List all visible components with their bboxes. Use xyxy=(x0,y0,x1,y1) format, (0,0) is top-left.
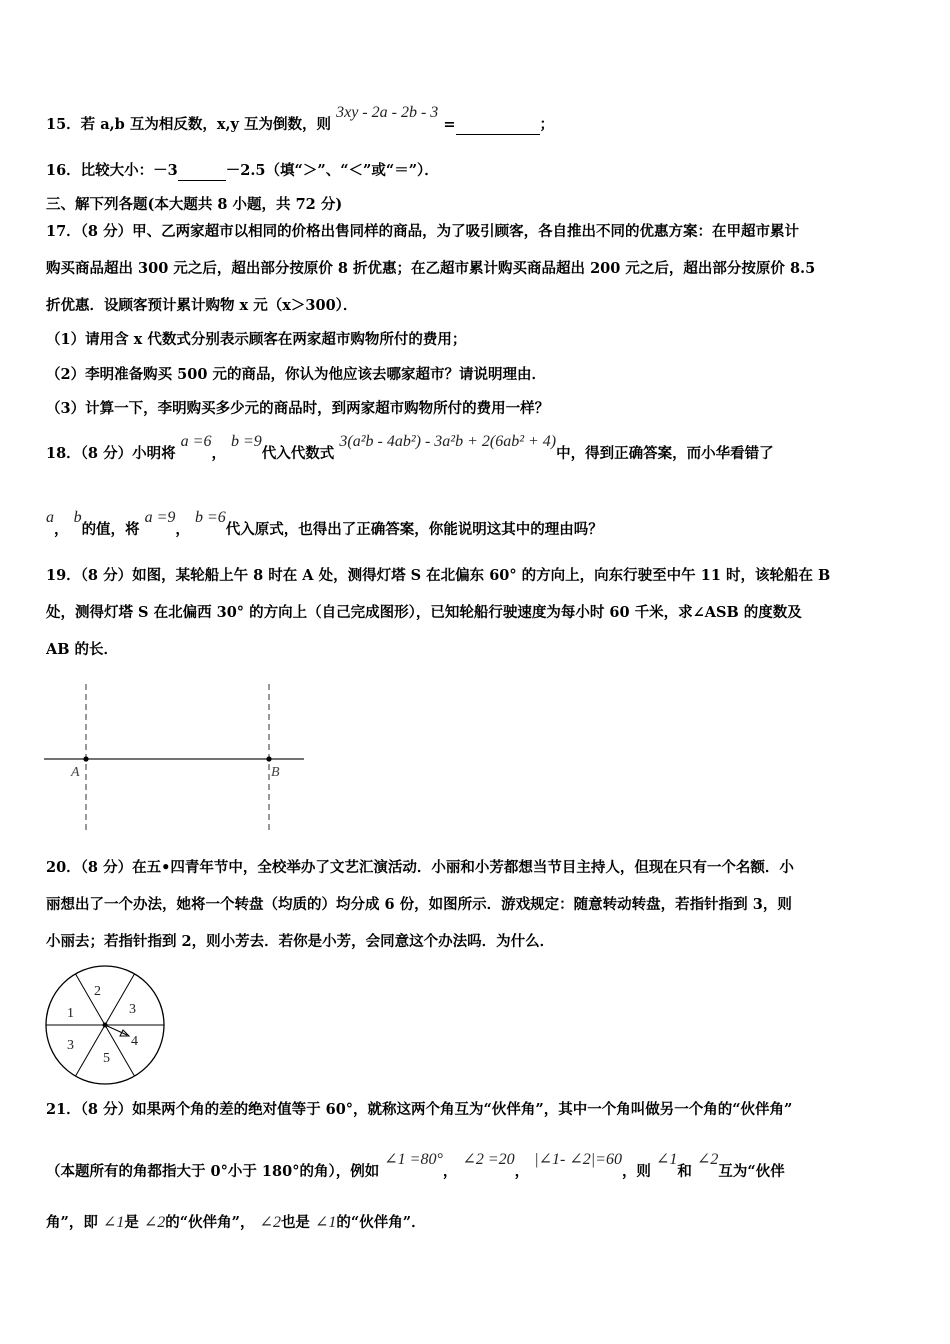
q21-comma-2: ， xyxy=(514,1163,530,1180)
point-a xyxy=(83,756,88,761)
label-a: A xyxy=(71,765,80,780)
sector-label-5: 5 xyxy=(103,1051,110,1066)
q18-text-5: 代入原式，也得出了正确答案，你能说明这其中的理由吗？ xyxy=(225,521,603,538)
q20-line-2: 丽想出了一个办法，她将一个转盘（均质的）均分成 6 份，如图所示．游戏规定：随意转动转盘，若指针指到 3，则 xyxy=(46,896,792,913)
q18-comma-2: ， xyxy=(54,521,69,538)
q18-line-2 xyxy=(46,509,603,540)
q21-angle2-c: ∠2 xyxy=(259,1214,281,1231)
q21-abs-diff: |∠1- ∠2|=60 xyxy=(534,1151,622,1168)
q21-text-3a: 角”，即 xyxy=(46,1214,98,1231)
q17-line-3: 折优惠．设顾客预计累计购物 x 元（x＞300）． xyxy=(46,297,358,314)
q20-line-1: 20．（8 分）在五•四青年节中，全校举办了文艺汇演活动．小丽和小芳都想当节目主持人，但现在只有一个名额．小 xyxy=(46,859,794,876)
q16-line xyxy=(46,161,439,181)
q18-text-4: 的值，将 xyxy=(81,521,140,538)
q20-line-3: 小丽去；若指针指到 2，则小芳去．若你是小芳，会同意这个办法吗．为什么． xyxy=(46,933,555,950)
sector-label-1: 1 xyxy=(67,1006,74,1021)
q18-text-3: 中，得到正确答案，而小华看错了 xyxy=(556,445,774,462)
q18-comma-3: ， xyxy=(175,521,190,538)
q16-answer-blank[interactable] xyxy=(178,164,226,181)
q21-text-3c: 的“伙伴角”， xyxy=(165,1214,255,1231)
q21-text-3e: 的“伙伴角”． xyxy=(336,1214,426,1231)
sector-label-4: 4 xyxy=(131,1034,138,1049)
q21-text-2d: 互为“伙伴 xyxy=(718,1163,785,1180)
q21-text-2a: （本题所有的角都指大于 0°小于 180°的角），例如 xyxy=(46,1163,380,1180)
q18-comma-1: ， xyxy=(211,445,226,462)
q18-expression: 3(a²b - 4ab²) - 3a²b + 2(6ab² + 4) xyxy=(339,433,557,450)
q21-angle1-80: ∠1 =80° xyxy=(384,1151,443,1168)
q17-sub-2: （2）李明准备购买 500 元的商品，你认为他应该去哪家超市？请说明理由． xyxy=(46,366,546,383)
sector-label-3-bottom: 3 xyxy=(67,1038,74,1053)
q15-suffix: ； xyxy=(539,116,554,133)
q19-figure xyxy=(40,680,320,840)
q19-line-3: AB 的长． xyxy=(46,641,119,658)
q18-text-2: 代入代数式 xyxy=(261,445,335,462)
q17-sub-3: （3）计算一下，李明购买多少元的商品时，到两家超市购物所付的费用一样？ xyxy=(46,400,550,417)
q21-text-3d: 也是 xyxy=(280,1214,310,1231)
q18-a-equals-6: a =6 xyxy=(180,433,212,450)
q21-angle1-a: ∠1 xyxy=(656,1151,678,1168)
q18-b: b xyxy=(73,509,82,526)
q17-line-2: 购买商品超出 300 元之后，超出部分按原价 8 折优惠；在乙超市累计购买商品超出 200 元之后，超出部分按原价 8.5 xyxy=(46,260,816,277)
q15-equals: = xyxy=(443,116,456,133)
q21-angle1-c: ∠1 xyxy=(315,1214,337,1231)
q17-sub-1: （1）请用含 x 代数式分别表示顾客在两家超市购物所付的费用； xyxy=(46,331,467,348)
section-3-heading: 三、解下列各题(本大题共 8 小题，共 72 分) xyxy=(46,196,343,213)
q21-angle2-b: ∠2 xyxy=(143,1214,166,1231)
sector-label-2: 2 xyxy=(94,984,101,999)
q18-text-1: 18．（8 分）小明将 xyxy=(46,445,176,462)
q18-a-equals-9: a =9 xyxy=(144,509,176,526)
q18-a: a xyxy=(46,509,54,526)
point-b xyxy=(266,756,271,761)
q15-answer-blank[interactable] xyxy=(456,118,540,135)
q18-b-equals-6: b =6 xyxy=(194,509,226,526)
q21-line-1: 21．（8 分）如果两个角的差的绝对值等于 60°，就称这两个角互为“伙伴角”，其中一个角叫做另一个角的“伙伴角” xyxy=(46,1101,793,1118)
spinner-figure xyxy=(42,965,168,1087)
sector-label-3-top: 3 xyxy=(129,1002,136,1017)
q18-b-equals-9: b =9 xyxy=(231,433,262,450)
spinner-pointer-head xyxy=(120,1030,129,1036)
q21-text-2c: 和 xyxy=(677,1163,692,1180)
q21-line-3 xyxy=(46,1213,426,1233)
q17-line-1: 17．（8 分）甲、乙两家超市以相同的价格出售同样的商品，为了吸引顾客，各自推出不同的优惠方案：在甲超市累计 xyxy=(46,223,800,240)
q19-line-1: 19．（8 分）如图，某轮船上午 8 时在 A 处，测得灯塔 S 在北偏东 60° 的方向上，向东行驶至中午 11 时，该轮船在 B xyxy=(46,567,831,584)
q15-line xyxy=(46,104,554,135)
q18-line-1 xyxy=(46,433,774,464)
q21-line-2 xyxy=(46,1151,785,1182)
q15-text: 15．若 a,b 互为相反数，x,y 互为倒数，则 xyxy=(46,116,332,133)
q15-expression: 3xy - 2a - 2b - 3 xyxy=(336,104,439,121)
q21-angle2-a: ∠2 xyxy=(696,1151,719,1168)
q21-text-2b: ，则 xyxy=(621,1163,651,1180)
q16-suffix: －2.5（填“＞”、“＜”或“＝”）． xyxy=(225,162,439,179)
q21-comma-1: ， xyxy=(442,1163,458,1180)
label-b: B xyxy=(271,765,280,780)
q16-prefix: 16．比较大小：－3 xyxy=(46,162,178,179)
q21-angle2-20: ∠2 =20 xyxy=(462,1151,515,1168)
q19-line-2: 处，测得灯塔 S 在北偏西 30° 的方向上（自己完成图形），已知轮船行驶速度为每小时 60 千米，求∠ASB 的度数及 xyxy=(46,604,802,621)
q21-angle1-b: ∠1 xyxy=(102,1214,125,1231)
q21-text-3b: 是 xyxy=(124,1214,139,1231)
